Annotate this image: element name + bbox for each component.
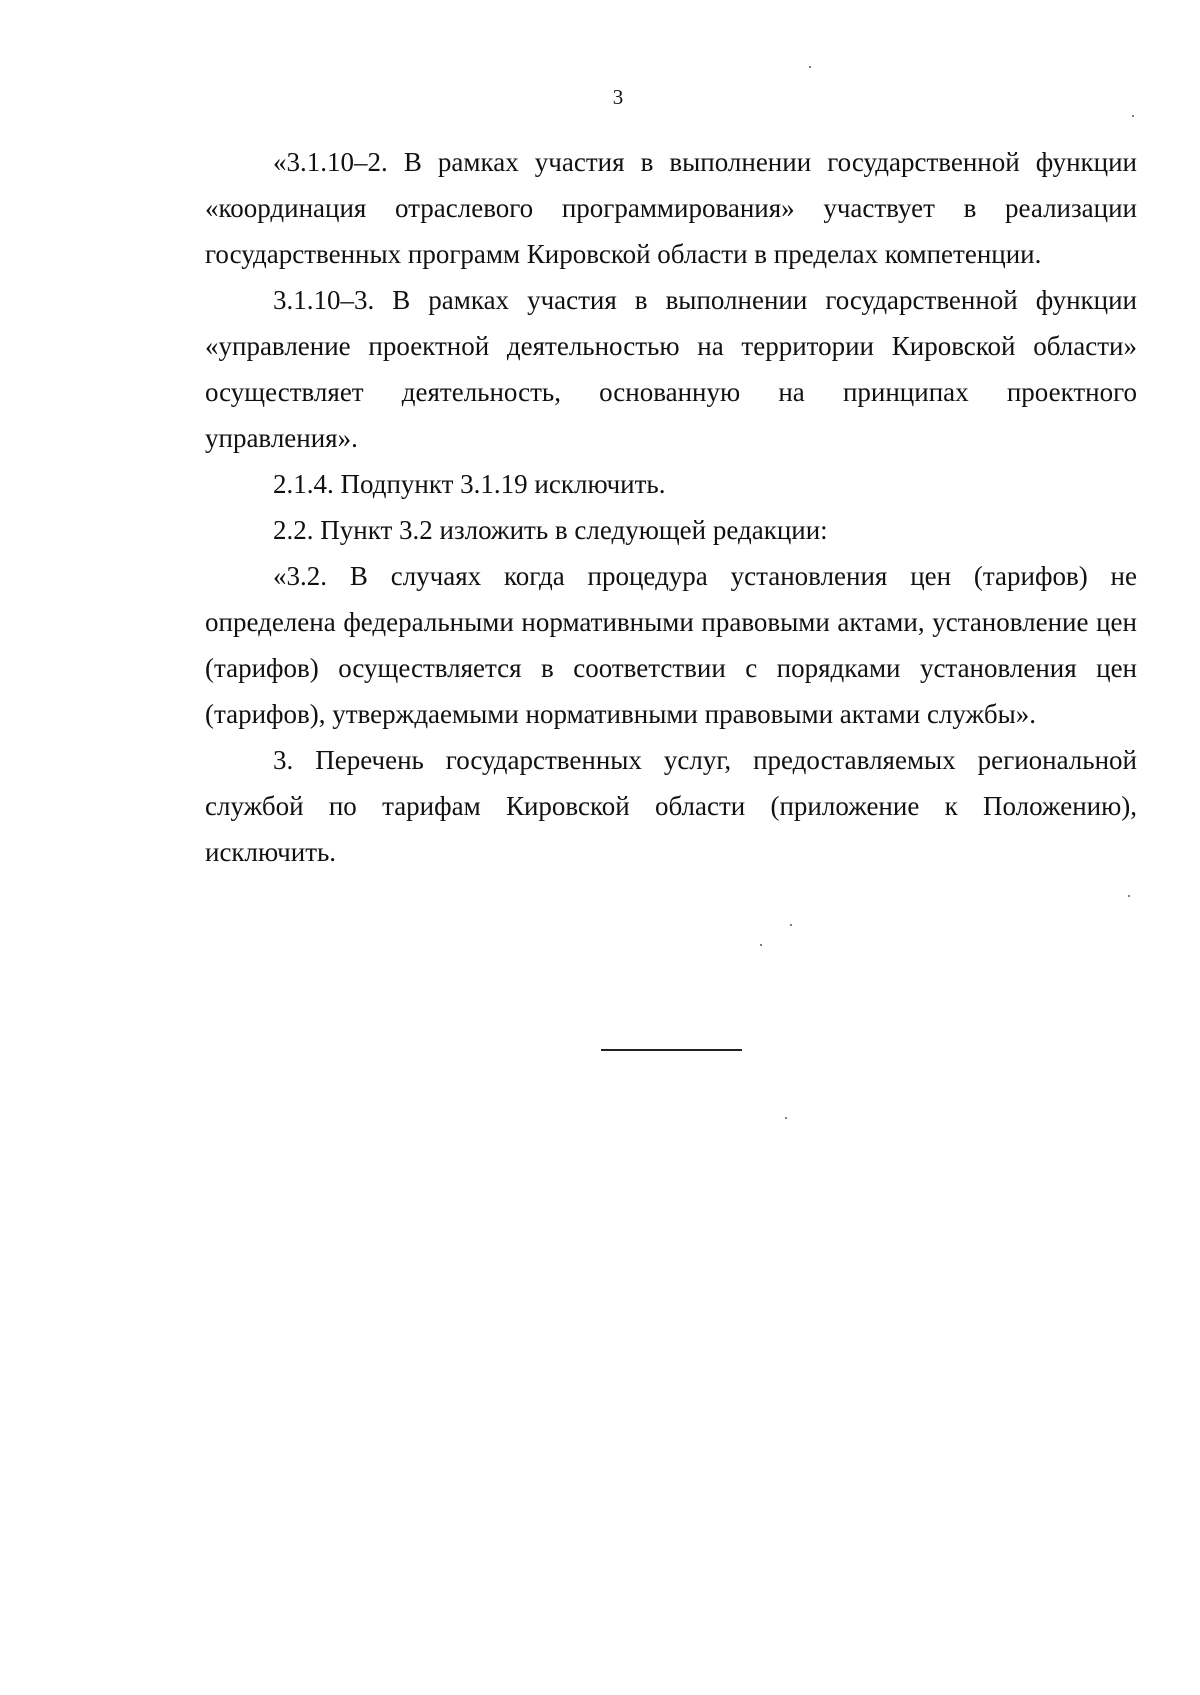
document-body — [205, 139, 1137, 875]
scan-speck — [1128, 895, 1130, 897]
scan-speck — [809, 66, 811, 68]
paragraph-3-services-list: 3. Перечень государственных услуг, предоставляемых региональной службой по тарифам Кировской области (приложение к Положению), исключить. — [205, 745, 1137, 867]
scan-speck — [1132, 115, 1134, 117]
paragraph-2-1-4: 2.1.4. Подпункт 3.1.19 исключить. — [273, 469, 666, 499]
scan-speck — [760, 944, 762, 946]
scan-speck — [785, 1117, 787, 1119]
paragraph-3-1-10-3: 3.1.10–3. В рамках участия в выполнении государственной функции «управление проектной деятельностью на территории Кировской области» осуществляет деятельность, основанную на принципах проектного управления». — [205, 285, 1137, 453]
paragraph-3-2-new-text: «3.2. В случаях когда процедура установления цен (тарифов) не определена федеральными нормативными правовыми актами, установление цен (тарифов) осуществляется в соответствии с порядками установления цен (тарифов), утверждаемыми нормативными правовыми актами службы». — [205, 561, 1137, 729]
scan-speck — [790, 924, 792, 926]
paragraph-3-1-10-2: «3.1.10–2. В рамках участия в выполнении государственной функции «координация отраслевого программирования» участвует в реализации государственных программ Кировской области в пределах компетенции. — [205, 147, 1137, 269]
paragraph-2-2: 2.2. Пункт 3.2 изложить в следующей редакции: — [273, 515, 828, 545]
page-number: 3 — [612, 85, 624, 109]
closing-rule-divider — [601, 1049, 742, 1051]
